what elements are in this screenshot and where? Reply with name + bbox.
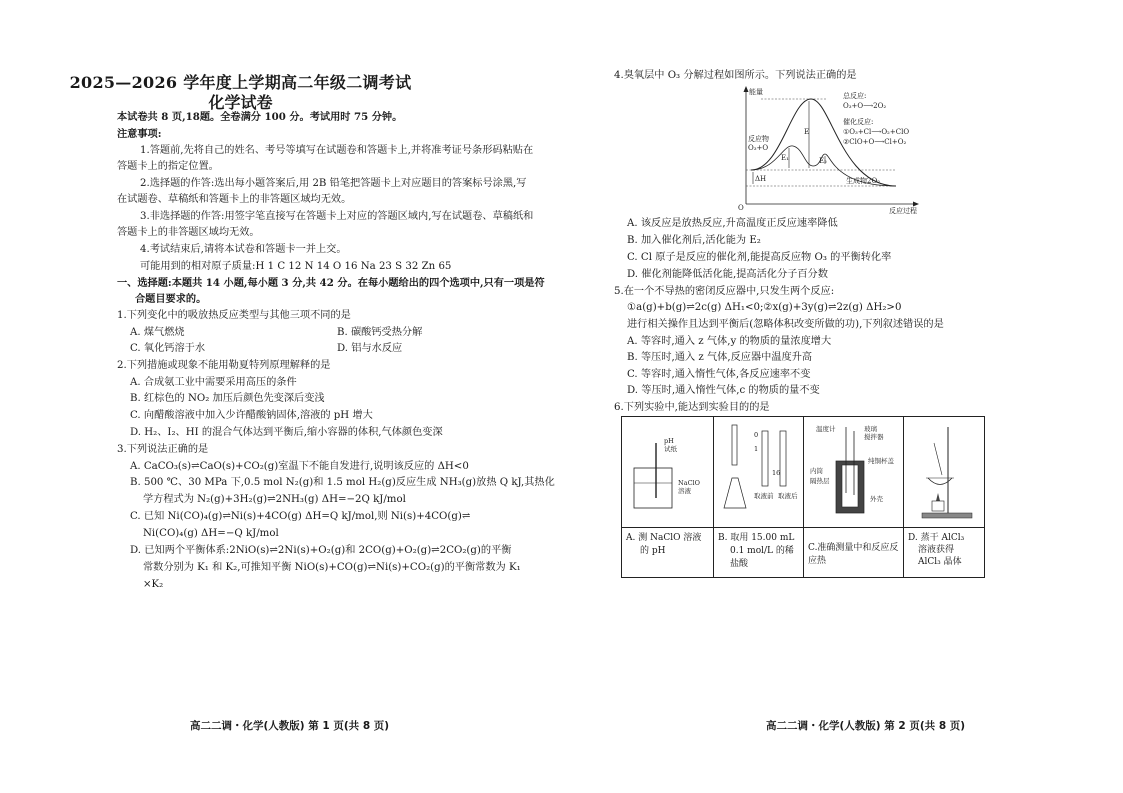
note-4: 4.考试结束后,请将本试卷和答题卡一并上交。 (140, 244, 347, 255)
label-one: 1 (754, 445, 759, 453)
exam-subtitle: 化学试卷 (208, 93, 273, 112)
q3-option-d: D. 已知两个平衡体系:2NiO(s)⇌2Ni(s)+O₂(g)和 2CO(g)+O₂(g)⇌2CO₂(g)的平衡 (130, 545, 512, 556)
diagram-reactant-formula: O₃+O (748, 144, 769, 152)
section-1-heading-cont: 合题目要求的。 (135, 293, 207, 305)
q1-option-c: C. 氧化钙溶于水 (130, 343, 206, 354)
caption-b: B. 取用 15.00 mL 0.1 mol/L 的稀盐酸 (714, 527, 803, 577)
diagram-origin: O (738, 204, 744, 212)
q3-option-c-cont: Ni(CO)₄(g) ΔH=−Q kJ/mol (143, 528, 279, 539)
label-inner: 内筒 (810, 467, 823, 475)
q5-equations: ①a(g)+b(g)⇌2c(g) ΔH₁<0;②x(g)+3y(g)⇌2z(g) ΔH₂>0 (627, 302, 902, 313)
notes-title: 注意事项: (117, 128, 162, 140)
diagram-cat-2: ②ClO+O⟶Cl+O₂ (843, 138, 907, 146)
q5-option-b: B. 等压时,通入 z 气体,反应器中温度升高 (627, 352, 813, 363)
q5-option-a: A. 等容时,通入 z 气体,y 的物质的量浓度增大 (627, 336, 832, 347)
burette-figure (718, 423, 802, 523)
section-1-heading: 一、选择题:本题共 14 小题,每小题 3 分,共 42 分。在每小题给出的四个选项中,只有一项是符 (117, 277, 545, 289)
note-2a: 2.选择题的作答:选出每小题答案后,用 2B 铅笔把答题卡上对应题目的答案标号涂黑,写 (140, 178, 527, 189)
q3-option-a: A. CaCO₃(s)⇌CaO(s)+CO₂(g)室温下不能自发进行,说明该反应的 ΔH<0 (130, 461, 469, 472)
note-3b: 答题卡上的非答题区域均无效。 (117, 227, 260, 238)
caption-c: C.准确测量中和反应反应热 (804, 527, 903, 577)
q2-option-d: D. H₂、I₂、HI 的混合气体达到平衡后,缩小容器的体积,气体颜色变深 (130, 427, 443, 438)
diagram-e1: E₁ (781, 154, 789, 162)
q2-option-a: A. 合成氨工业中需要采用高压的条件 (130, 377, 297, 388)
energy-diagram (721, 84, 1001, 214)
q4-stem: 4.臭氧层中 O₃ 分解过程如图所示。下列说法正确的是 (614, 70, 857, 81)
note-1a: 1.答题前,先将自己的姓名、考号等填写在试题卷和答题卡上,并将准考证号条形码粘贴在 (140, 145, 534, 156)
diagram-cat-1: ①O₃+Cl⟶O₂+ClO (843, 128, 910, 136)
label-test-paper: 试纸 (664, 445, 677, 453)
note-2b: 在试题卷、草稿纸和答题卡上的非答题区域均无效。 (117, 194, 352, 205)
page-right (561, 0, 1123, 793)
diagram-total-eq: O₃+O⟶2O₂ (843, 102, 887, 110)
q5-stem: 5.在一个不导热的密闭反应器中,只发生两个反应: (614, 286, 835, 297)
label-glass: 玻璃 (864, 425, 877, 433)
q4-option-d: D. 催化剂能降低活化能,提高活化分子百分数 (627, 269, 828, 280)
label-insulation: 隔热层 (810, 477, 830, 485)
footer-left: 高二二调・化学(人教版) 第 1 页(共 8 页) (190, 720, 390, 732)
q1-option-d: D. 铝与水反应 (337, 343, 403, 354)
q5-option-d: D. 等压时,通入惰性气体,c 的物质的量不变 (627, 385, 820, 396)
exam-info: 本试卷共 8 页,18题。全卷满分 100 分。考试用时 75 分钟。 (117, 111, 403, 123)
q3-option-c: C. 已知 Ni(CO)₄(g)⇌Ni(s)+4CO(g) ΔH=Q kJ/mol,则 Ni(s)+4CO(g)⇌ (130, 511, 471, 522)
q2-option-c: C. 向醋酸溶液中加入少许醋酸钠固体,溶液的 pH 增大 (130, 410, 373, 421)
note-1b: 答题卡上的指定位置。 (117, 161, 219, 172)
q1-option-a: A. 煤气燃烧 (130, 327, 185, 338)
label-stirrer: 搅拌器 (864, 433, 884, 441)
page-left (0, 0, 561, 793)
caption-d: D. 蒸干 AlCl₃ 溶液获得 AlCl₃ 晶体 (904, 527, 984, 577)
diagram-e2: E₂ (819, 157, 827, 165)
note-3a: 3.非选择题的作答:用签字笔直接写在答题卡上对应的答题区域内,写在试题卷、草稿纸和 (140, 211, 534, 222)
q5-description: 进行相关操作且达到平衡后(忽略体积改变所做的功),下列叙述错误的是 (627, 319, 944, 330)
label-shell: 外壳 (870, 495, 883, 503)
experiment-cell-b (714, 417, 804, 577)
q3-stem: 3.下列说法正确的是 (117, 444, 209, 455)
q3-option-b: B. 500 ℃、30 MPa 下,0.5 mol N₂(g)和 1.5 mol H₂(g)反应生成 NH₃(g)放热 Q kJ,其热化 (130, 477, 555, 488)
diagram-dh: ΔH (755, 175, 767, 183)
experiment-cell-a (622, 417, 714, 577)
label-ph: pH (664, 437, 674, 445)
diagram-reactant-label: 反应物 (748, 135, 769, 143)
experiment-cell-d (904, 417, 984, 577)
label-naclo: NaClO (678, 479, 700, 487)
diagram-e: E (804, 128, 810, 136)
evaporation-figure (908, 423, 982, 523)
q4-option-a: A. 该反应是放热反应,升高温度正反应速率降低 (627, 218, 838, 229)
diagram-y-label: 能量 (749, 88, 763, 96)
label-before: 取液前 (754, 492, 774, 500)
ph-test-figure (626, 423, 710, 523)
diagram-product-label: 生成物2O₂ (846, 177, 880, 185)
q2-stem: 2.下列措施或现象不能用勒夏特列原理解释的是 (117, 360, 331, 371)
q4-option-c: C. Cl 原子是反应的催化剂,能提高反应物 O₃ 的平衡转化率 (627, 252, 892, 263)
q3-option-d-cont: 常数分别为 K₁ 和 K₂,可推知平衡 NiO(s)+CO(g)⇌Ni(s)+CO₂(g)的平衡常数为 K₁ (143, 562, 521, 573)
diagram-x-label: 反应过程 (889, 207, 917, 214)
diagram-cat-label: 催化反应: (843, 118, 874, 126)
label-solution: 溶液 (678, 487, 691, 495)
q3-option-b-cont: 学方程式为 N₂(g)+3H₂(g)⇌2NH₃(g) ΔH=−2Q kJ/mol (143, 494, 406, 505)
label-thermometer: 温度计 (816, 425, 836, 433)
experiment-cell-c (804, 417, 904, 577)
q1-stem: 1.下列变化中的吸放热反应类型与其他三项不同的是 (117, 310, 351, 321)
label-after: 取液后 (778, 492, 798, 500)
caption-a: A. 测 NaClO 溶液 的 pH (622, 527, 713, 577)
q4-option-b: B. 加入催化剂后,活化能为 E₂ (627, 235, 761, 246)
q2-option-b: B. 红棕色的 NO₂ 加压后颜色先变深后变浅 (130, 393, 325, 404)
q5-option-c: C. 等容时,通入惰性气体,各反应速率不变 (627, 369, 811, 380)
calorimeter-figure (808, 423, 902, 523)
q1-option-b: B. 碳酸钙受热分解 (337, 327, 423, 338)
diagram-total-label: 总反应: (843, 92, 867, 100)
q3-option-d-cont2: ×K₂ (143, 579, 164, 590)
label-copper-lid: 纯铜杯盖 (868, 457, 894, 465)
label-zero: 0 (754, 431, 759, 439)
q6-stem: 6.下列实验中,能达到实验目的的是 (614, 402, 770, 413)
experiment-table (621, 416, 985, 578)
exam-title: 2025—2026 学年度上学期高二年级二调考试 (69, 73, 412, 92)
label-sixteen: 16 (772, 469, 781, 477)
footer-right: 高二二调・化学(人教版) 第 2 页(共 8 页) (766, 720, 966, 732)
atomic-masses: 可能用到的相对原子质量:H 1 C 12 N 14 O 16 Na 23 S 32 Zn 65 (140, 261, 452, 272)
